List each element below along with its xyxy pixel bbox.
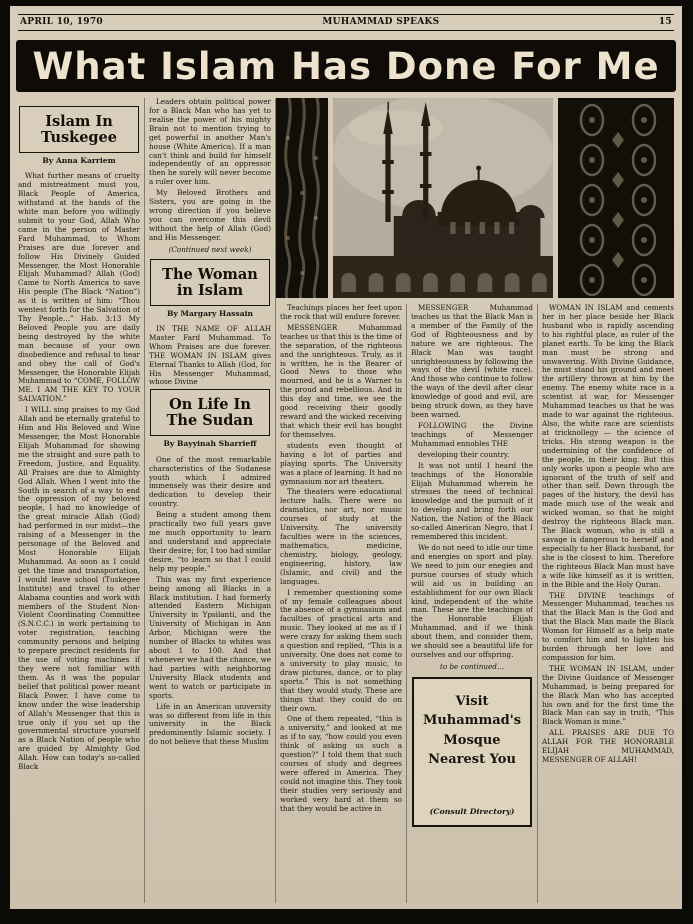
article-paragraph: students even thought of having a lot of parties and playing sports. The University was a place of learning. It had no gymnasium nor art theaters. — [280, 440, 402, 486]
woman-body-col5 — [542, 304, 674, 765]
article-paragraph: THE WOMAN IN ISLAM, under the Divine Guidance of Messenger Muhammad, is being prepared for the Black Man who has accepted his own and for the first time the Black Man can say in truth, “This Black Woman is mine.” — [542, 663, 674, 727]
mosque-ad-note: (Consult Directory) — [429, 807, 515, 817]
article-title-tuskegee: Islam In Tuskegee — [40, 113, 118, 146]
column-rule — [537, 304, 538, 903]
article-box-woman — [150, 259, 270, 306]
article-paragraph: ALL PRAISES ARE DUE TO ALLAH FOR THE HONORABLE ELIJAH MUHAMMAD, MESSENGER OF ALLAH! — [542, 728, 674, 765]
article-byline-tuskegee: By Anna Karriem — [42, 155, 116, 165]
arabesque-ornament-icon — [558, 98, 674, 298]
mosque-photo-illustration — [333, 98, 553, 298]
article-paragraph: MESSENGER Muhammad teaches us that this is the time of the separation, of the righteous and the unrighteous. Truly, as it is written, he is the Bearer of Good News to those who mourned, and he is a Warner to the proud and rebellious. And in this day and time, we see the good receiving their goodly reward and the wicked receiving that which their evil has bought for themselves. — [280, 322, 402, 439]
article-paragraph: Teachings places her feet upon the rock that will endure forever. — [280, 304, 402, 321]
tuskegee-body-col1 — [18, 172, 140, 772]
article-paragraph: Leaders obtain political power for a Black Man who has yet to realise the power of his mighty Brain not to mention trying to get powerful in another Man's house (White America). If a man can't think and build for himself independently of an oppressor then he surely will never become a ruler over him. — [149, 98, 271, 187]
column-4 — [411, 304, 533, 903]
article-box-tuskegee — [19, 106, 139, 153]
sudan-body-col2 — [149, 456, 271, 748]
article-paragraph: One of the most remarkable characteristics of the Sudanese youth which I admired immensely was their desire and dedication to develop their country. — [149, 454, 271, 509]
column-rule — [406, 304, 407, 903]
mosque-directory-ad — [412, 677, 532, 827]
article-paragraph: MESSENGER Muhammad teaches us that the Black Man is a member of the Family of the God of Righteousness and by nature we are righteous. The Black Man was taught unrighteousness by following the ways of the devil (white race). And those who continue to follow the ways of the devil after clear knowledge of good and evil, are being struck down, as they have been warned. — [411, 304, 533, 420]
page-headline: What Islam Has Done For Me — [32, 44, 660, 88]
article-paragraph: developing their country. — [418, 449, 510, 459]
column-2 — [149, 98, 271, 903]
tuskegee-body-col2 — [149, 98, 271, 255]
article-paragraph: IN THE NAME OF ALLAH Master Fard Muhammad. To Whom Praises are due forever. THE WOMAN IN ISLAM gives Eternal Thanks to Allah (God, for His Messenger Muhammad, whose Divine — [149, 323, 271, 387]
woman-lead — [149, 325, 271, 387]
woman-body-col4 — [411, 304, 533, 449]
article-title-sudan: On Life In The Sudan — [166, 396, 254, 430]
ornament-panel-right — [558, 98, 674, 298]
article-paragraph: We do not need to idle our time and energies on sport and play. We need to join our enegies and pursue courses of study which will aid us in building an establishment for our own Black kind, independent of the white man. These are the teachings of the Honorable Elijah Muhammad, and if we think about them, and consider them, we should see a beautiful life for ourselves and our offspring. — [411, 542, 533, 660]
article-box-sudan — [150, 389, 270, 436]
article-byline-woman: By Margary Hassain — [166, 308, 254, 318]
mosque-ad-text: Visit Muhammad's Mosque Nearest You — [422, 693, 522, 768]
article-paragraph: Life in an American university was so different from life in this university in the Black predominently Islamic society. I do not believe that these Muslim — [149, 701, 271, 747]
article-paragraph: THE DIVINE teachings of Messenger Muhammad, teaches us that the Black Man is the God and that the Black Man made the Black Woman for Himself as a help mate to comfort him and to lighten his burden through her love and compassion for him. — [542, 590, 674, 662]
arabesque-ornament-icon — [276, 98, 328, 298]
page-content — [18, 98, 674, 903]
article-paragraph: WOMAN IN ISLAM and cements her in her place beside her Black husband who is rapidly ascending to his rightful place, as ruler of the planet earth. To be king the Black man must be strong and unwavering. With Divine Guidance, he must stand his ground and meet the artillery thrown at him by the enemy. The enemy white race is a scientist at war, for Messenger Muhammad teaches us that he was made to war against the righteous. Also, the white race are scientists at tricknollegy — the science of tricks. His strong weapon is the undermining of the confidence of the people, in their king. But this only works upon a people who are ignorant of the truth of self and other than self. Down through the pages of the history, the devil has made much use of the weak and wicked woman, so that he might destroy the righteous Black man. The Black woman, who is still a savage is dangerous to herself and especially to her Black husband, for she is the closest to him. Therefore the righteous Black Man must have a wife like himself as it is written, in the Bible and the Holy Quran. — [542, 304, 674, 589]
article-paragraph: This was my first experience being among all Blacks in a Black institution. I had formerly attended Eastern Michigan University in Ypsilanti, and the University of Michigan in Ann Arbor, Michigan were the number of Blacks to whites was about 1 to 100. And that whenever we had the chance, we had parties with neighboring University Black students and went to watch or participate in sports. — [149, 574, 271, 700]
article-paragraph: One of them repeated, “this is a university,” and looked at me as if to say, “how could you even think of asking us such a question?” I told them that such courses of study and degrees were offered in America. They could not imagine this. They took their studies very seriously and worked very hard at them so that they would be active in — [280, 714, 402, 813]
article-paragraph: Being a student among them practically two full years gave me much opportunity to learn and understand and appreciate their desire; for, I too had similar desire, “to learn so that I could help my people.” — [149, 510, 271, 573]
issue-date: APRIL 10, 1970 — [20, 17, 103, 27]
article-paragraph: It was not until I heard the teachings of the Honorable Elijah Muhammad wherein he stresses the need of technical knowledge and the pursuit of it to develop and bring forth our Nation, the Nation of the Black so-called American Negro, that I remembered this incident. — [411, 460, 533, 542]
column-1 — [18, 98, 140, 903]
woman-body-col3 — [280, 304, 402, 440]
masthead-title: MUHAMMAD SPEAKS — [322, 17, 440, 27]
masthead-row — [18, 14, 674, 31]
article-paragraph: FOLLOWING the Divine teachings of Messenger Muhammad ennobles THE — [411, 420, 533, 448]
article-title-woman: The Woman in Islam — [162, 265, 258, 299]
ornament-panel-left — [276, 98, 328, 298]
sudan-body-col3 — [280, 442, 402, 814]
column-3 — [280, 304, 402, 903]
newsprint-sheet — [10, 6, 682, 909]
mosque-photo — [333, 98, 553, 298]
photo-region — [276, 98, 674, 298]
column-rule — [144, 98, 145, 903]
article-paragraph: I remember questioning some of my female colleagues about the absence of a gymnasium and faculties of practical arts and music. They looked at me as if I were crazy for asking them such a question and replied, “This is a university. One does not come to a university to play music, to draw pictures, dance, or to play sports.” This is not something that they would study. These are things that they could do on their own. — [280, 587, 402, 713]
article-paragraph: My Beloved Brothers and Sisters, you are going in the wrong direction if you believe you can overcome this devil without the help of Allah (God) and His Messenger. — [149, 188, 271, 242]
sudan-body-col4 — [411, 451, 533, 672]
article-byline-sudan: By Bayyinah Sharrieff — [163, 439, 257, 449]
article-paragraph: to be continued… — [439, 661, 505, 671]
article-paragraph: The theaters were educational lecture halls. There were no dramatics, nor art, nor music courses of study at the University. The university faculties were in the sciences, mathematics, medicine, chemistry, biology, geology, engineering, history, law (Islamic, and civil) and the languages. — [280, 487, 402, 586]
page-number: 15 — [658, 17, 672, 27]
column-5 — [542, 304, 674, 903]
article-paragraph: (Continued next week) — [168, 244, 252, 254]
headline-banner — [16, 40, 676, 92]
article-paragraph: What further means of cruelty and mistreatment must you, Black People of America, withstand at the hands of the white man before you willingly submit to your God, Allah Who came in the person of Master Fard Muhammad, to Whom Praises are due forever and follow His Divinely Guided Messenger, the Most Honorable Elijah Muhammad? Allah (God) Came to North America to save His people (The Black “Nation”) as it is written of him: “Thou wentest forth for the Salvation of Thy People…” Hab. 3:13 My Beloved People you are daily being destroyed by the white man because of your own disobedience and refusal to hear and obey the call of God's Messenger, the Honorable Elijah Muhammad to “COME, FOLLOW ME. I AM THE KEY TO YOUR SALVATION.” — [18, 171, 140, 404]
article-paragraph: I WILL sing praises to my God Allah and be eternally grateful to Him and His Beloved and Wise Messenger, the Most Honorable Elijah Muhammad for showing me the straight and sure path to Freedom, Justice, and Equality. All Praises are due to Almighty God Allah. When I went into the South in search of a way to end the oppression of my beloved people, I had no knowledge of the great miracle Allah (God) had performed in our midst—the raising of a Messenger in the personage of the Beloved and Most Honorable Elijah Muhammad. As soon as I could get the time and transportation, I would leave school (Tuskegee Institute) and travel to other Alabama counties and work with members of the Student Non-Violent Coordinating Committee (S.N.C.C.) in work pertaining to voter registration, teaching community persons and helping to prepare precinct residents for the use of voting machines if they were not familiar with them. As it was the popular belief that political power meant Black Power, I have come to know under the wise leadership of Allah's Messenger that this is true only if you set up the governmental structure yourself as a Black Nation of people who are guided by Almighty God Allah. How can today's so-called Black — [18, 405, 140, 772]
